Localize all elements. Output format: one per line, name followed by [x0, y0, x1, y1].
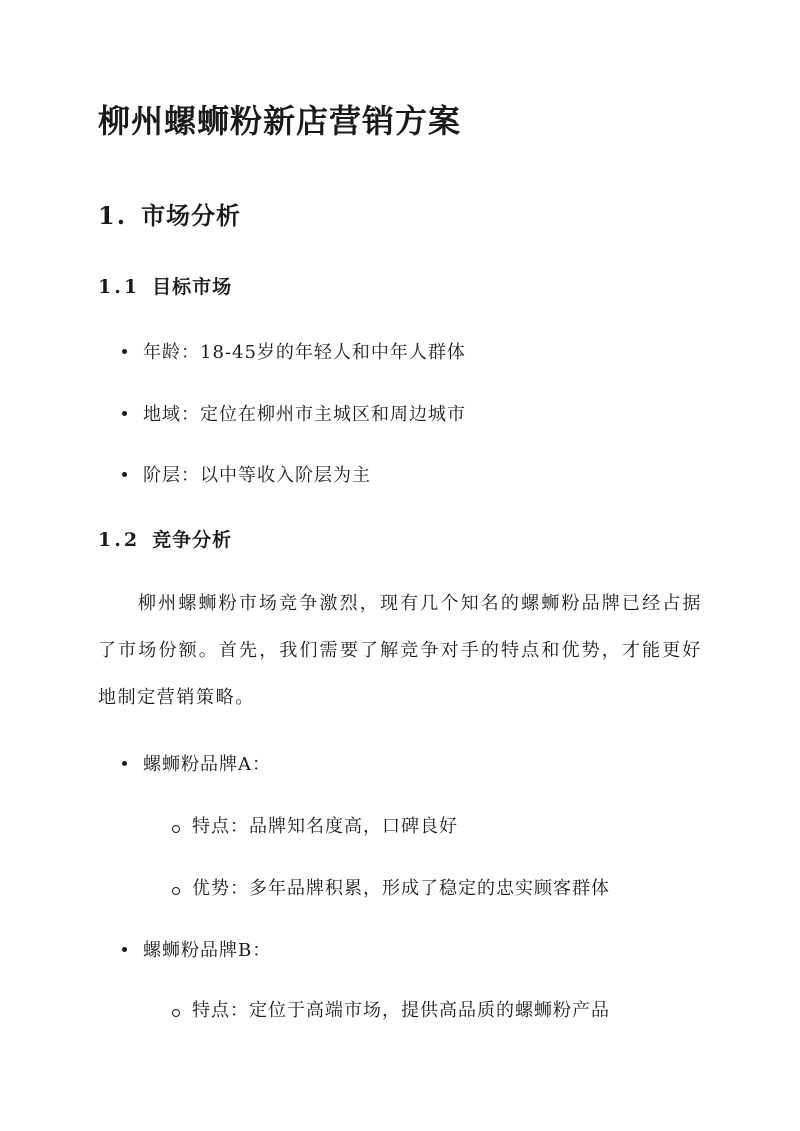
- circle-bullet-icon: [172, 887, 180, 895]
- sub-item-text: 特点：品牌知名度高，口碑良好: [192, 816, 458, 837]
- subsection-title: 竞争分析: [152, 529, 233, 551]
- bullet-icon: [122, 349, 127, 354]
- section-heading-market-analysis: [98, 196, 241, 231]
- list-item-text: 地域：定位在柳州市主城区和周边城市: [143, 404, 466, 425]
- list-item-brand-a: [122, 750, 271, 776]
- bullet-icon: [122, 472, 127, 477]
- list-item-text: 阶层：以中等收入阶层为主: [143, 465, 371, 486]
- sub-item-text: 特点：定位于高端市场，提供高品质的螺蛳粉产品: [192, 1000, 610, 1021]
- list-item-class: [122, 461, 371, 487]
- list-item-brand-b: [122, 936, 271, 962]
- competition-paragraph: 柳州螺蛳粉市场竞争激烈，现有几个知名的螺蛳粉品牌已经占据了市场份额。首先，我们需要了解竞争对手的特点和优势，才能更好地制定营销策略。: [98, 593, 702, 708]
- section-number: 1.: [98, 201, 128, 230]
- sub-item-text: 优势：多年品牌积累，形成了稳定的忠实顾客群体: [192, 878, 610, 899]
- brand-name: 螺蛳粉品牌A：: [143, 754, 271, 775]
- sub-item-brand-b-feature: [172, 996, 610, 1022]
- subsection-number: 1.1: [98, 276, 141, 298]
- list-item-age: [122, 338, 466, 364]
- bullet-icon: [122, 411, 127, 416]
- brand-name: 螺蛳粉品牌B：: [143, 940, 272, 961]
- subsection-heading-target-market: [98, 272, 232, 299]
- list-item-text: 年龄：18-45岁的年轻人和中年人群体: [143, 342, 466, 363]
- bullet-icon: [122, 761, 127, 766]
- circle-bullet-icon: [172, 825, 180, 833]
- bullet-icon: [122, 947, 127, 952]
- sub-item-brand-a-advantage: [172, 874, 610, 900]
- subsection-heading-competition: [98, 525, 232, 552]
- section-title: 市场分析: [141, 201, 242, 230]
- sub-item-brand-a-feature: [172, 812, 458, 838]
- subsection-number: 1.2: [98, 529, 141, 551]
- list-item-region: [122, 400, 466, 426]
- subsection-title: 目标市场: [152, 276, 233, 298]
- document-title: 柳州螺蛳粉新店营销方案: [98, 102, 462, 140]
- circle-bullet-icon: [172, 1009, 180, 1017]
